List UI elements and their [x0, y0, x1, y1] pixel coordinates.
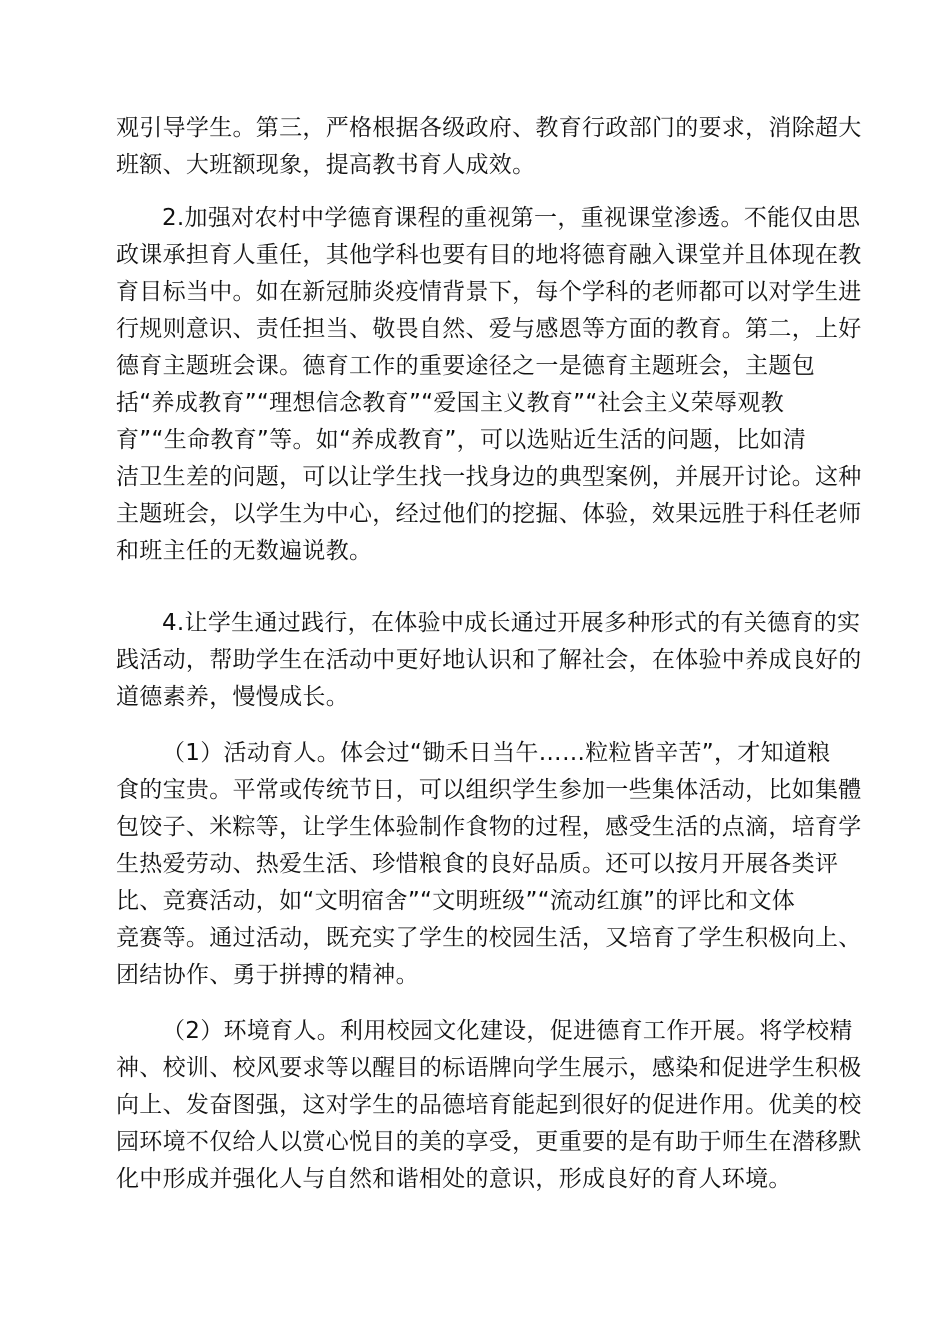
- text-line: （2）环境育人。利用校园文化建设，促进德育工作开展。将学校精: [162, 1018, 853, 1044]
- text-line: 主题班会，以学生为中心，经过他们的挖掘、体验，效果远胜于科任老师: [116, 501, 862, 527]
- text-line: 园环境不仅给人以赏心悦目的美的享受，更重要的是有助于师生在潜移默: [116, 1129, 862, 1155]
- paragraph-item-2: [116, 200, 862, 570]
- text-line: 向上、发奋图强，这对学生的品德培育能起到很好的促进作用。优美的校: [116, 1092, 862, 1118]
- text-line: 行规则意识、责任担当、敬畏自然、爱与感恩等方面的教育。第二，上好: [116, 316, 862, 342]
- text-line: 团结协作、勇于拼搏的精神。: [116, 962, 419, 988]
- paragraph-activity-education: [116, 735, 862, 994]
- text-line: 政课承担育人重任，其他学科也要有目的地将德育融入课堂并且体现在教: [116, 242, 862, 268]
- text-line: 包饺子、米粽等，让学生体验制作食物的过程，感受生活的点滴，培育学: [116, 814, 862, 840]
- text-line: 德育主题班会课。德育工作的重要途径之一是德育主题班会，主题包: [116, 353, 815, 379]
- text-line: 竞赛等。通过活动，既充实了学生的校园生活，又培育了学生积极向上、: [116, 925, 862, 951]
- text-line: （1）活动育人。体会过“锄禾日当午……粒粒皆辛苦”，才知道粮: [162, 740, 831, 766]
- text-line: 2.加强对农村中学德育课程的重视第一，重视课堂渗透。不能仅由思: [162, 205, 861, 231]
- text-line: 育目标当中。如在新冠肺炎疫情背景下，每个学科的老师都可以对学生进: [116, 279, 862, 305]
- text-line: 践活动，帮助学生在活动中更好地认识和了解社会，在体验中养成良好的: [116, 647, 862, 673]
- text-line: 生热爱劳动、热爱生活、珍惜粮食的良好品质。还可以按月开展各类评: [116, 851, 839, 877]
- text-line: 洁卫生差的问题，可以让学生找一找身边的典型案例，并展开讨论。这种: [116, 464, 862, 490]
- text-line: 4.让学生通过践行，在体验中成长通过开展多种形式的有关德育的实: [162, 610, 861, 636]
- text-line: 观引导学生。第三，严格根据各级政府、教育行政部门的要求，消除超大: [116, 115, 862, 141]
- paragraph-item-4: [116, 605, 862, 716]
- text-line: 神、校训、校风要求等以醒目的标语牌向学生展示，感染和促进学生积极: [116, 1055, 862, 1081]
- text-line: 育”“生命教育”等。如“养成教育”，可以选贴近生活的问题，比如清: [116, 427, 807, 453]
- text-line: 化中形成并强化人与自然和谐相处的意识，形成良好的育人环境。: [116, 1166, 792, 1192]
- text-line: 比、竞赛活动，如“文明宿舍”“文明班级”“流动红旗”的评比和文体: [116, 888, 796, 914]
- paragraph-environment-education: [116, 1013, 862, 1198]
- text-line: 和班主任的无数遍说教。: [116, 538, 373, 564]
- text-line: 括“养成教育”“理想信念教育”“爱国主义教育”“社会主义荣辱观教: [116, 390, 785, 416]
- text-line: 道德素养，慢慢成长。: [116, 684, 349, 710]
- text-line: 食的宝贵。平常或传统节日，可以组织学生参加一些集体活动，比如集體: [116, 777, 862, 803]
- text-line: 班额、大班额现象，提高教书育人成效。: [116, 152, 536, 178]
- paragraph-continuation: [116, 110, 862, 184]
